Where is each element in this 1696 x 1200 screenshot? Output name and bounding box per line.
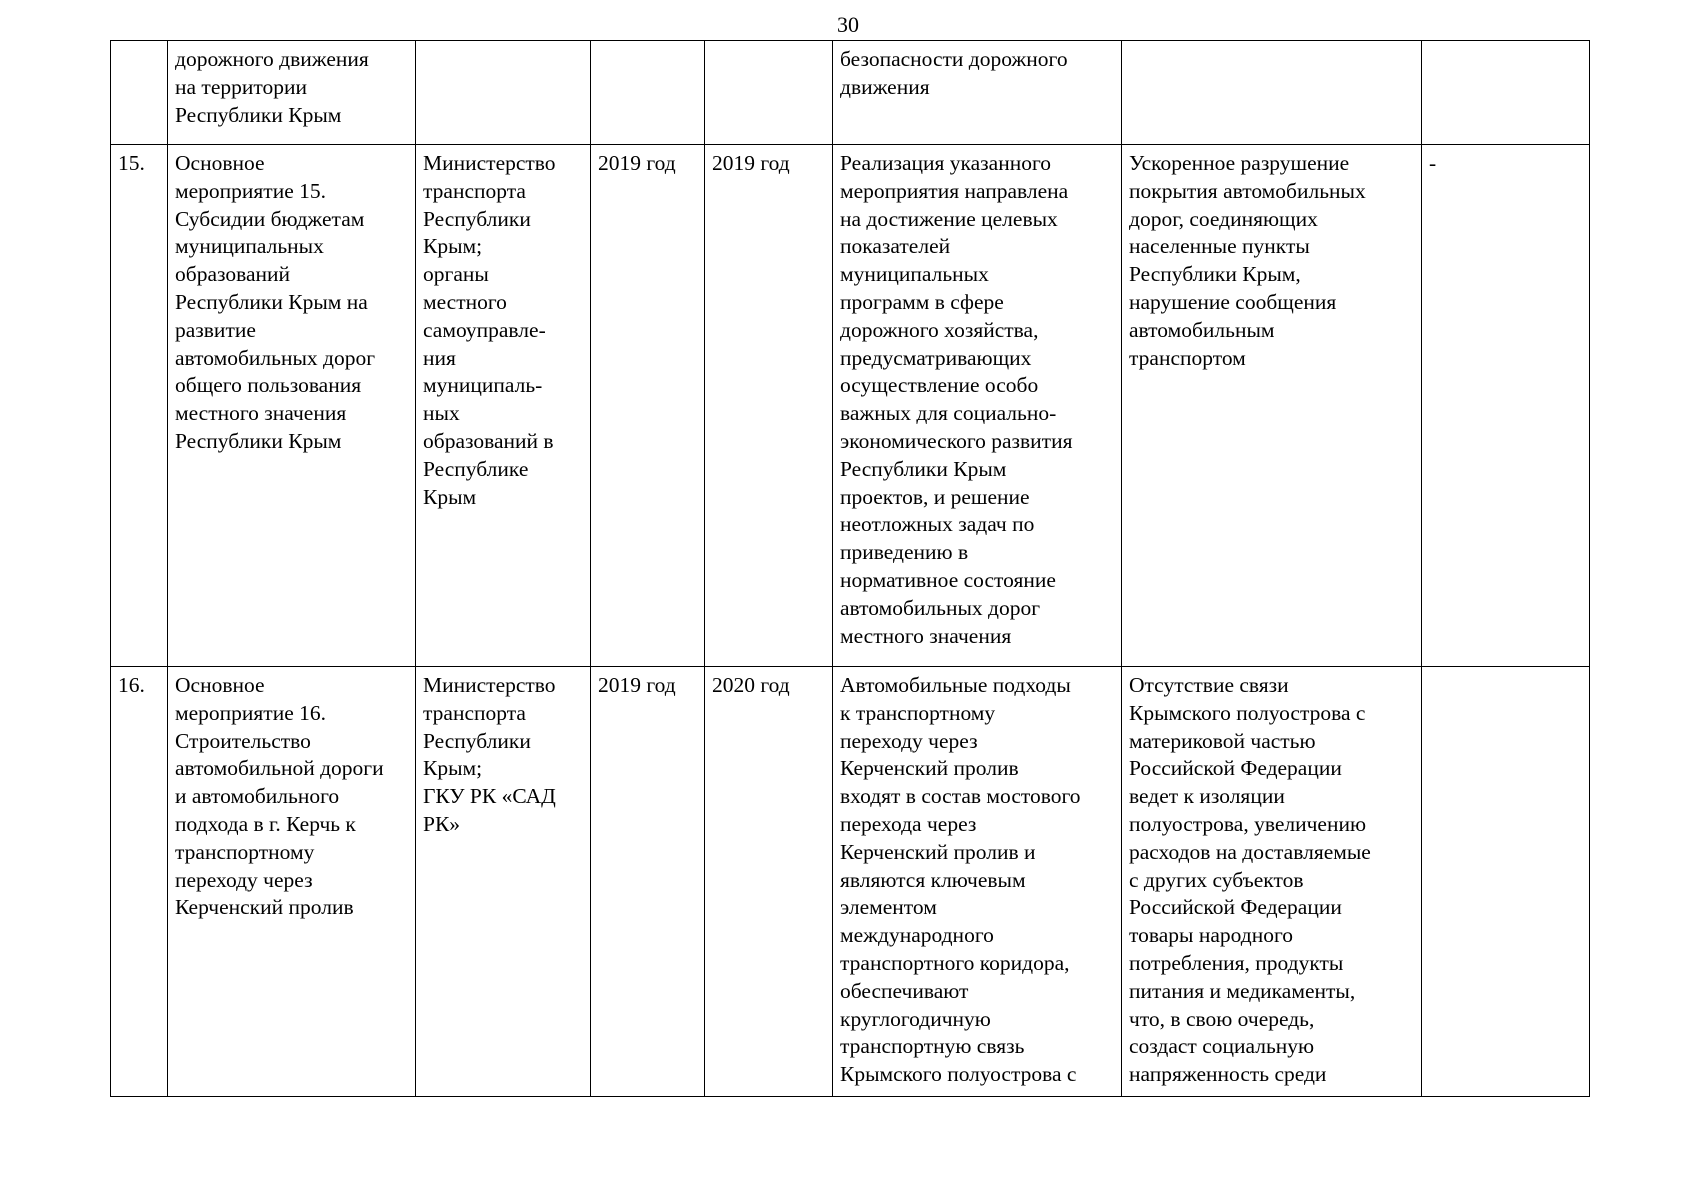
row-number: 16. bbox=[118, 673, 145, 697]
consequence: Ускоренное разрушение покрытия автомобильных дорог, соединяющих населенные пункты Республики Крым, нарушение сообщения автомобильным транспортом bbox=[1129, 151, 1366, 370]
end-year-cell bbox=[705, 41, 833, 145]
start-year: 2019 год bbox=[598, 151, 676, 175]
row-number-cell bbox=[111, 667, 168, 1097]
measure-name: дорожного движения на территории Республики Крым bbox=[175, 47, 369, 127]
executor: Министерство транспорта Республики Крым; органы местного самоуправле- ния муниципаль- ных образований в Республике Крым bbox=[423, 151, 556, 509]
row-number-cell bbox=[111, 41, 168, 145]
executor-cell bbox=[416, 41, 591, 145]
consequence: Отсутствие связи Крымского полуострова с материковой частью Российской Федерации ведет к изоляции полуострова, увеличению расходов на доставляемые с других субъектов Российской Федерации товары народного потребления, продукты питания и медикаменты, что, в свою очередь, создаст социальную напряженность среди bbox=[1129, 673, 1371, 1087]
consequence-cell bbox=[1122, 667, 1422, 1097]
measure-name-cell bbox=[168, 667, 416, 1097]
executor: Министерство транспорта Республики Крым; ГКУ РК «САД РК» bbox=[423, 673, 556, 836]
end-year: 2019 год bbox=[712, 151, 790, 175]
measure-name: Основное мероприятие 16. Строительство автомобильной дороги и автомобильного подхода в г. Керчь к транспортному переходу через Керченский пролив bbox=[175, 673, 384, 920]
expected-result: Автомобильные подходы к транспортному переходу через Керченский пролив входят в состав мостового перехода через Керченский пролив и являются ключевым элементом международного транспортного коридора, обеспечивают круглогодичную транспортную связь Крымского полуострова с bbox=[840, 673, 1081, 1087]
measure-name-cell bbox=[168, 145, 416, 667]
link: - bbox=[1429, 151, 1437, 175]
end-year-cell bbox=[705, 667, 833, 1097]
expected-result-cell bbox=[833, 145, 1122, 667]
measure-name: Основное мероприятие 15. Субсидии бюджетам муниципальных образований Республики Крым на развитие автомобильных дорог общего пользования местного значения Республики Крым bbox=[175, 151, 376, 453]
executor-cell bbox=[416, 667, 591, 1097]
end-year-cell bbox=[705, 145, 833, 667]
table-row bbox=[111, 145, 1590, 667]
start-year-cell bbox=[591, 41, 705, 145]
page-number: 30 bbox=[837, 12, 859, 37]
expected-result-cell bbox=[833, 667, 1122, 1097]
expected-result: Реализация указанного мероприятия направлена на достижение целевых показателей муниципальных программ в сфере дорожного хозяйства, предусматривающих осуществление особо важных для социально- экономического развития Республики Крым проектов, и решение неотложных задач по приведению в нормативное состояние автомобильных дорог местного значения bbox=[840, 151, 1073, 648]
consequence-cell bbox=[1122, 145, 1422, 667]
expected-result-cell bbox=[833, 41, 1122, 145]
table-row bbox=[111, 667, 1590, 1097]
start-year-cell bbox=[591, 145, 705, 667]
expected-result: безопасности дорожного движения bbox=[840, 47, 1068, 99]
start-year-cell bbox=[591, 667, 705, 1097]
end-year: 2020 год bbox=[712, 673, 790, 697]
measures-table bbox=[110, 40, 1590, 1097]
link-cell bbox=[1422, 145, 1590, 667]
executor-cell bbox=[416, 145, 591, 667]
row-number: 15. bbox=[118, 151, 145, 175]
consequence-cell bbox=[1122, 41, 1422, 145]
link-cell bbox=[1422, 41, 1590, 145]
link-cell bbox=[1422, 667, 1590, 1097]
table-row bbox=[111, 41, 1590, 145]
row-number-cell bbox=[111, 145, 168, 667]
measure-name-cell bbox=[168, 41, 416, 145]
start-year: 2019 год bbox=[598, 673, 676, 697]
